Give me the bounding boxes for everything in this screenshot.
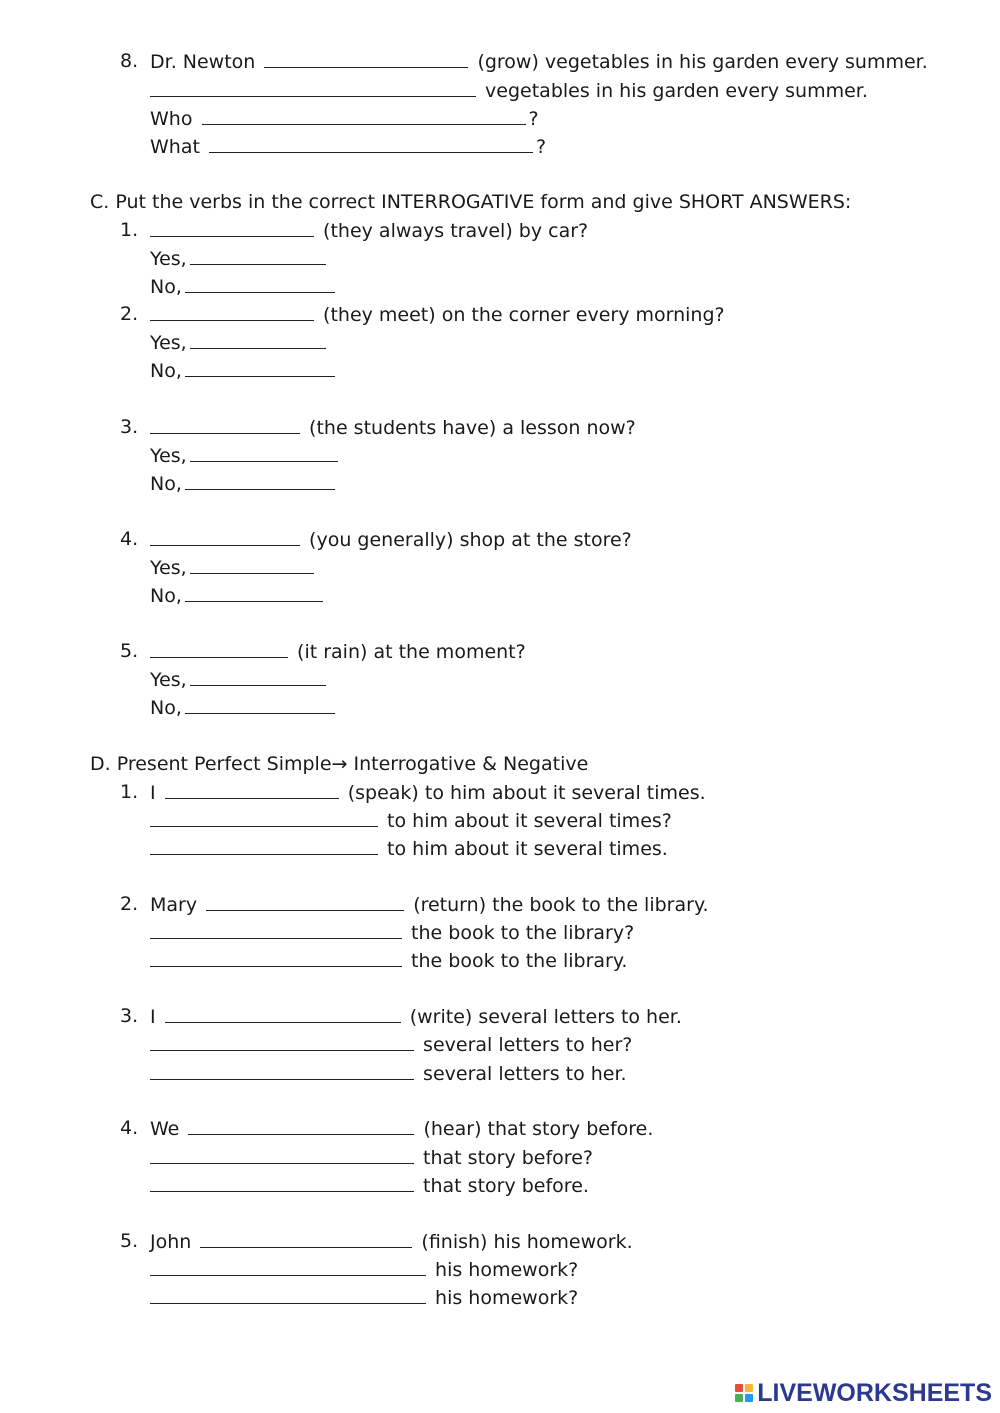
c4-yes-line: [150, 555, 317, 579]
answer-blank[interactable]: [150, 836, 378, 855]
no-label: No,: [150, 360, 182, 382]
c2-yes-line: [150, 330, 329, 354]
answer-blank[interactable]: [150, 920, 402, 939]
item-number: 1.: [120, 781, 139, 803]
verb-prompt: (they always travel) by car?: [323, 220, 589, 242]
d3-question-line: [150, 1032, 632, 1056]
d4-negative-line: [150, 1173, 589, 1197]
verb-prompt: (return) the book to the library.: [413, 894, 709, 916]
c-item-2: [120, 302, 725, 326]
question-mark: ?: [535, 136, 547, 158]
no-label: No,: [150, 585, 182, 607]
verb-prompt: (it rain) at the moment?: [297, 641, 526, 663]
answer-blank[interactable]: [200, 1229, 412, 1248]
yes-label: Yes,: [150, 445, 187, 467]
logo-squares-icon: [735, 1384, 753, 1402]
answer-blank[interactable]: [150, 302, 314, 321]
verb-prompt: (you generally) shop at the store?: [309, 529, 632, 551]
b8-who-line: [150, 106, 539, 130]
answer-blank[interactable]: [150, 1145, 414, 1164]
subject-label: I: [150, 782, 156, 804]
answer-blank[interactable]: [209, 134, 533, 153]
yes-label: Yes,: [150, 248, 187, 270]
answer-blank[interactable]: [206, 892, 404, 911]
short-answer-blank[interactable]: [190, 246, 326, 265]
verb-prompt: (finish) his homework.: [421, 1231, 633, 1253]
verb-prompt: (write) several letters to her.: [409, 1006, 682, 1028]
question-mark: ?: [528, 108, 539, 130]
d2-question-line: [150, 920, 634, 944]
answer-blank[interactable]: [202, 106, 526, 125]
short-answer-blank[interactable]: [185, 274, 335, 293]
c-item-5: [120, 639, 526, 663]
sentence-end: to him about it several times.: [387, 838, 668, 860]
answer-blank[interactable]: [150, 218, 314, 237]
short-answer-blank[interactable]: [185, 583, 323, 602]
short-answer-blank[interactable]: [190, 667, 326, 686]
d3-negative-line: [150, 1061, 627, 1085]
item-number: 4.: [120, 1117, 139, 1139]
d5-question-line: [150, 1257, 578, 1281]
d2-negative-line: [150, 948, 627, 972]
sentence-end: the book to the library?: [411, 922, 635, 944]
subject-label: I: [150, 1006, 156, 1028]
what-label: What: [150, 136, 200, 158]
d-item-4: [120, 1116, 654, 1140]
answer-blank[interactable]: [150, 1032, 414, 1051]
yes-label: Yes,: [150, 332, 187, 354]
answer-blank[interactable]: [150, 808, 378, 827]
sentence-end: several letters to her?: [423, 1034, 633, 1056]
who-label: Who: [150, 108, 193, 130]
d4-question-line: [150, 1145, 593, 1169]
short-answer-blank[interactable]: [185, 471, 335, 490]
c1-yes-line: [150, 246, 329, 270]
no-label: No,: [150, 276, 182, 298]
answer-blank[interactable]: [150, 948, 402, 967]
c5-yes-line: [150, 667, 329, 691]
answer-blank[interactable]: [264, 49, 468, 68]
no-label: No,: [150, 473, 182, 495]
short-answer-blank[interactable]: [190, 443, 338, 462]
sentence-end: to him about it several times?: [387, 810, 672, 832]
short-answer-blank[interactable]: [185, 695, 335, 714]
verb-prompt: (the students have) a lesson now?: [309, 417, 636, 439]
item-number: 4.: [120, 528, 139, 550]
answer-blank[interactable]: [188, 1116, 414, 1135]
subject-label: Mary: [150, 894, 198, 916]
answer-blank[interactable]: [150, 78, 476, 97]
subject-label: We: [150, 1118, 180, 1140]
c-item-1: [120, 218, 589, 242]
answer-blank[interactable]: [150, 1173, 414, 1192]
short-answer-blank[interactable]: [185, 358, 335, 377]
d-item-2: [120, 892, 709, 916]
c2-no-line: [150, 358, 338, 382]
b8-what-line: [150, 134, 546, 158]
subject-label: Dr. Newton: [150, 51, 256, 73]
item-number: 5.: [120, 640, 139, 662]
c1-no-line: [150, 274, 338, 298]
item-number: 2.: [120, 303, 139, 325]
short-answer-blank[interactable]: [190, 555, 314, 574]
answer-blank[interactable]: [150, 1285, 426, 1304]
b8-line2: [150, 78, 868, 102]
item-number: 5.: [120, 1230, 139, 1252]
item-number: 3.: [120, 1005, 139, 1027]
sentence-end: that story before?: [423, 1147, 593, 1169]
d-item-1: [120, 780, 706, 804]
liveworksheets-logo[interactable]: [735, 1378, 992, 1408]
c-item-4: [120, 527, 632, 551]
d5-negative-line: [150, 1285, 578, 1309]
section-c-heading: C. Put the verbs in the correct INTERROGATIVE form and give SHORT ANSWERS:: [90, 191, 852, 213]
answer-blank[interactable]: [150, 415, 300, 434]
answer-blank[interactable]: [165, 1004, 401, 1023]
sentence-end: his homework?: [435, 1287, 579, 1309]
c-item-3: [120, 415, 636, 439]
d-item-3: [120, 1004, 682, 1028]
c3-no-line: [150, 471, 338, 495]
sentence-end: vegetables in his garden every summer.: [485, 80, 868, 102]
item-number: 3.: [120, 416, 139, 438]
answer-blank[interactable]: [150, 1257, 426, 1276]
b8-prompt-line: [120, 49, 928, 73]
c4-no-line: [150, 583, 326, 607]
yes-label: Yes,: [150, 557, 187, 579]
d-item-5: [120, 1229, 633, 1253]
no-label: No,: [150, 697, 182, 719]
sentence-end: several letters to her.: [423, 1063, 627, 1085]
c5-no-line: [150, 695, 338, 719]
logo-text: LIVEWORKSHEETS: [757, 1378, 992, 1407]
item-number: 8.: [120, 50, 139, 72]
verb-prompt: (they meet) on the corner every morning?: [323, 304, 725, 326]
sentence-end: that story before.: [423, 1175, 589, 1197]
section-d-heading: D. Present Perfect Simple→ Interrogative & Negative: [90, 753, 589, 775]
short-answer-blank[interactable]: [190, 330, 326, 349]
answer-blank[interactable]: [150, 1061, 414, 1080]
answer-blank[interactable]: [150, 639, 288, 658]
yes-label: Yes,: [150, 669, 187, 691]
c3-yes-line: [150, 443, 341, 467]
sentence-end: his homework?: [435, 1259, 579, 1281]
item-number: 1.: [120, 219, 139, 241]
item-number: 2.: [120, 893, 139, 915]
sentence-end: the book to the library.: [411, 950, 628, 972]
verb-prompt: (hear) that story before.: [423, 1118, 654, 1140]
d1-negative-line: [150, 836, 668, 860]
verb-prompt: (grow) vegetables in his garden every summer.: [477, 51, 928, 73]
answer-blank[interactable]: [150, 527, 300, 546]
subject-label: John: [150, 1231, 192, 1253]
answer-blank[interactable]: [165, 780, 339, 799]
d1-question-line: [150, 808, 672, 832]
verb-prompt: (speak) to him about it several times.: [347, 782, 706, 804]
